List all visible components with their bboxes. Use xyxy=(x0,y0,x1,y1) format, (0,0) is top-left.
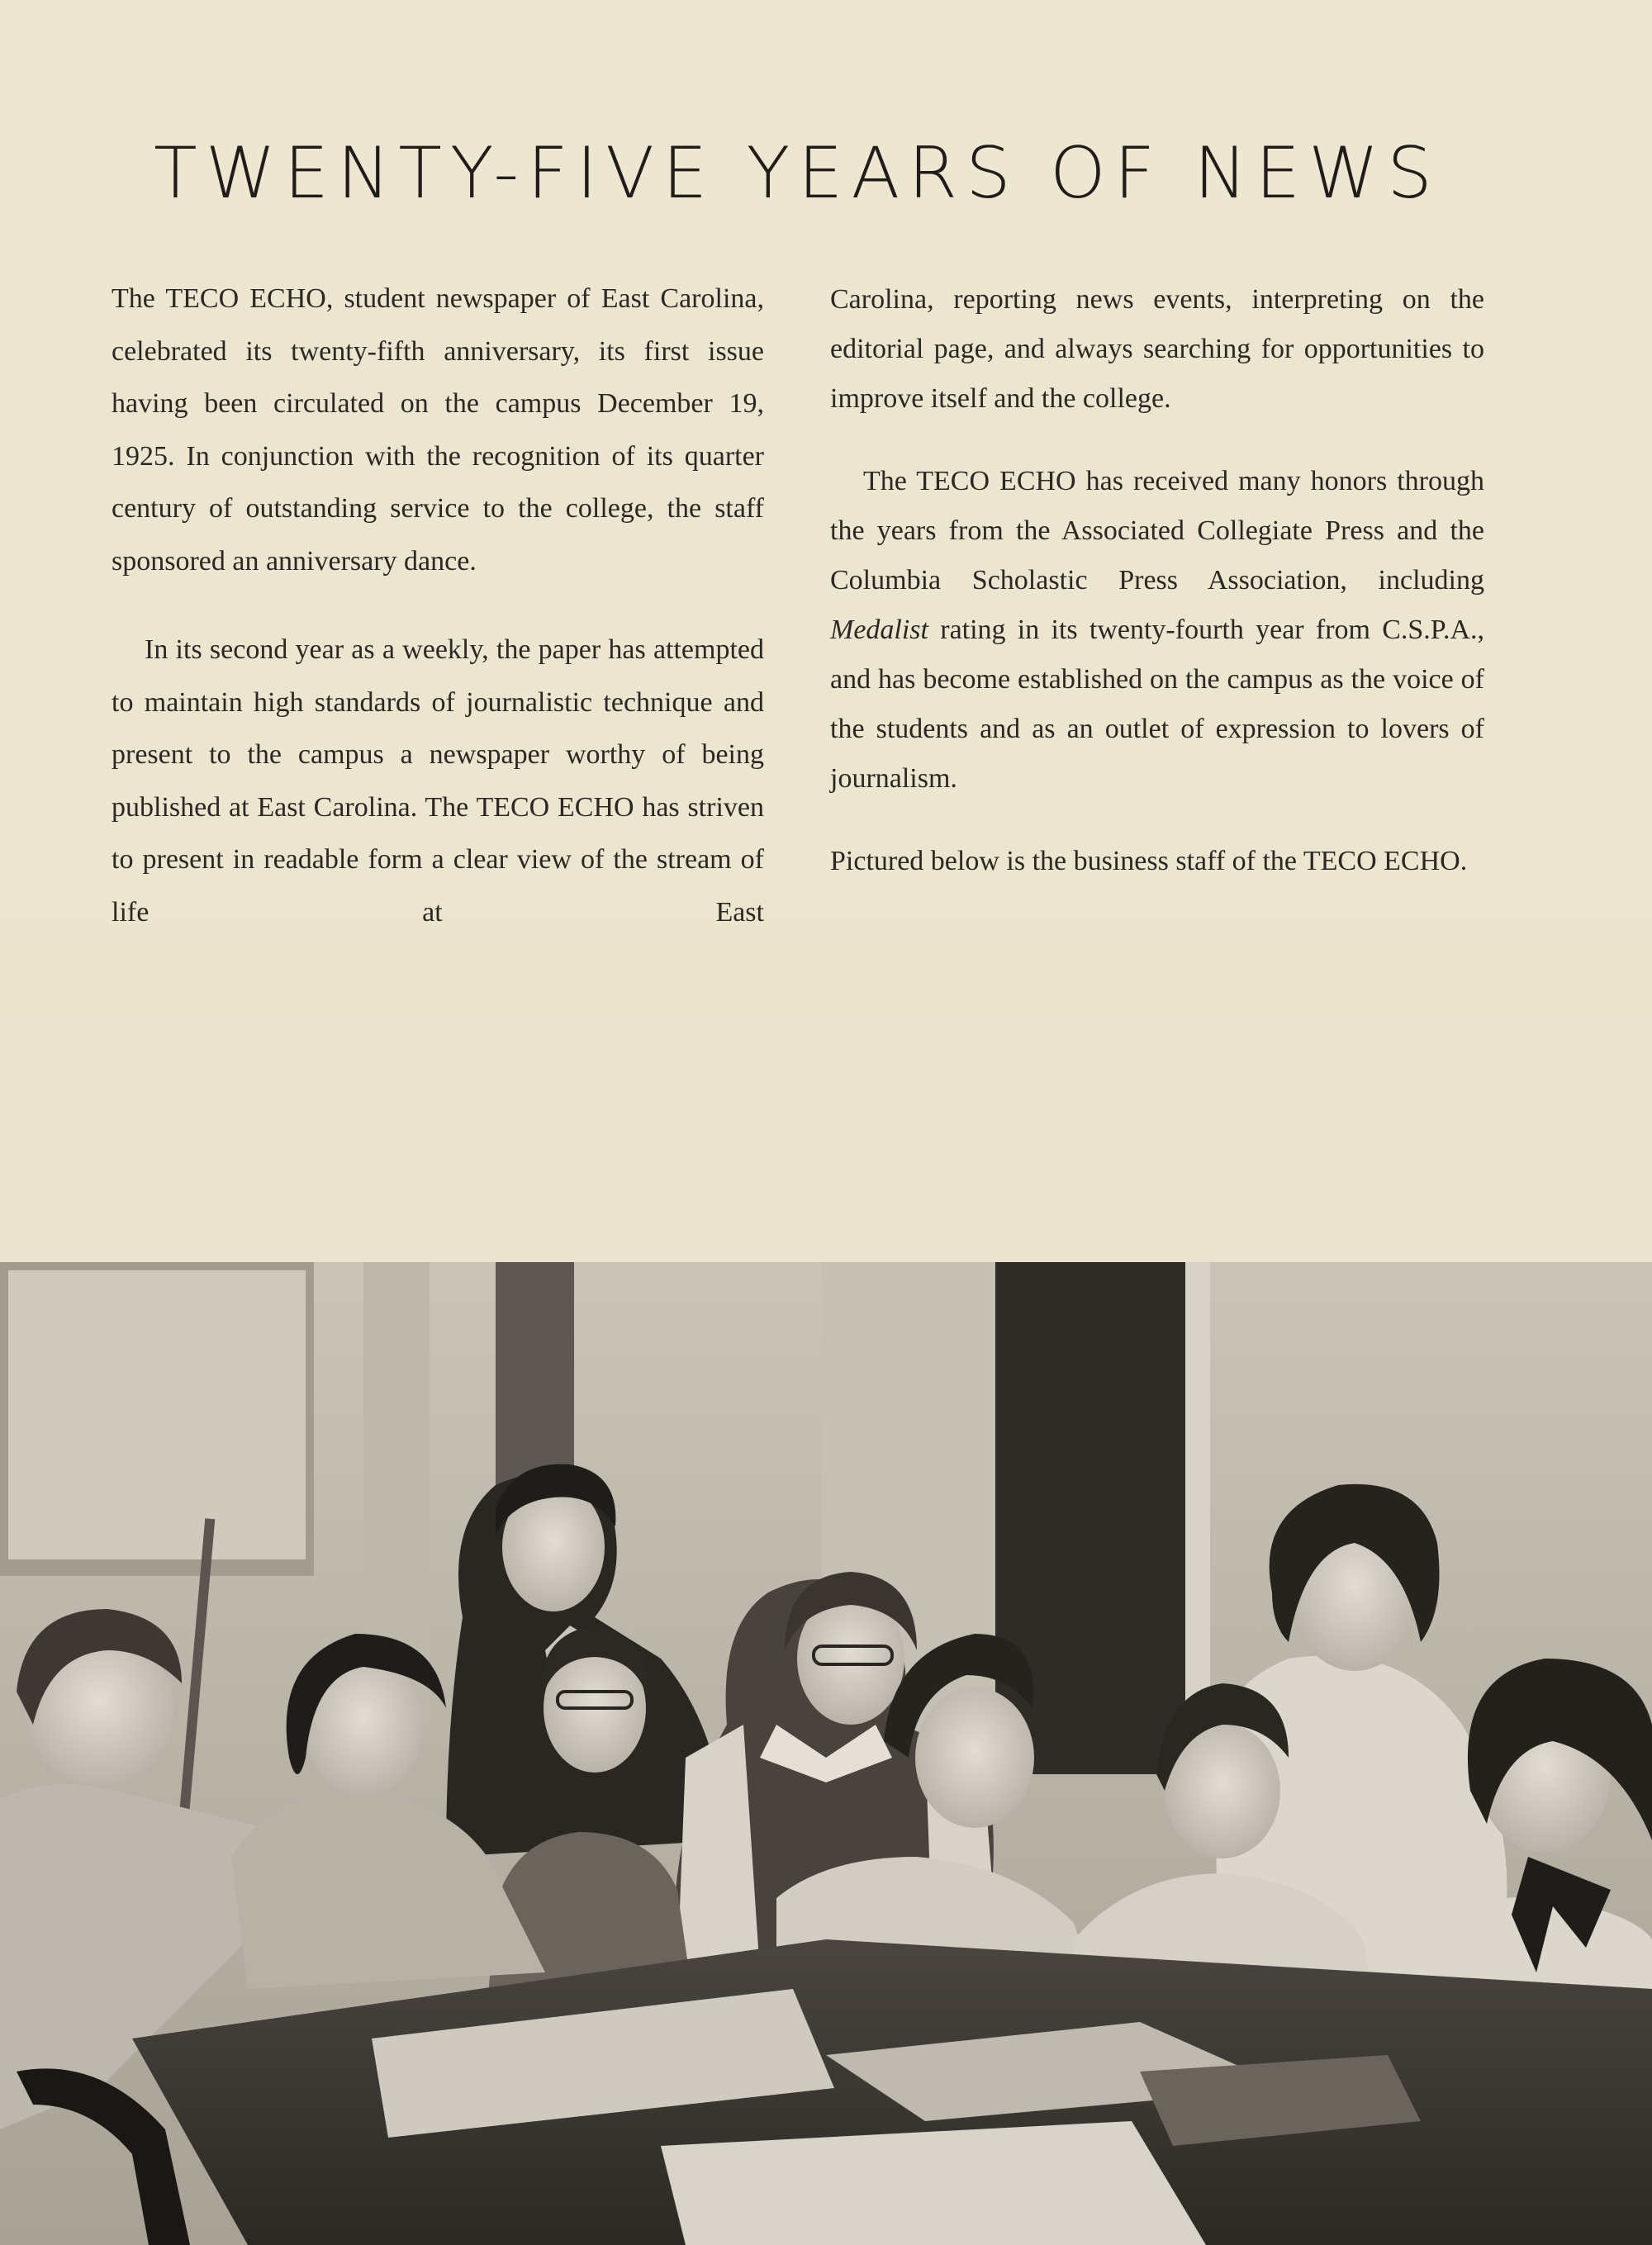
right-paragraph-2-end: rating in its twenty-fourth year from C.S.P.A., and has become established on the campus as the voice of the students and as an outlet of expression to lovers of journalism. xyxy=(830,615,1484,794)
photo-illustration xyxy=(0,1262,1652,2245)
left-paragraph-2: In its second year as a weekly, the paper has attempted to maintain high standards of journalistic technique and present to the campus a newspaper worthy of being published at East Carolina. The TECO ECHO has striven to present in readable form a clear view of the stream of life at East xyxy=(112,634,764,928)
left-text-column xyxy=(112,273,764,938)
right-text-column xyxy=(830,275,1484,886)
right-paragraph-2 xyxy=(830,457,1484,804)
right-paragraph-3: Pictured below is the business staff of the TECO ECHO. xyxy=(830,846,1468,876)
face xyxy=(915,1687,1034,1828)
window-pane xyxy=(8,1270,306,1559)
right-paragraph-2-start: The TECO ECHO has received many honors through the years from the Associated Collegiate Press and the Columbia Scholastic Press Association, including xyxy=(830,466,1484,596)
right-paragraph-1: Carolina, reporting news events, interpreting on the editorial page, and always searching for opportunities to improve itself and the college. xyxy=(830,284,1484,414)
staff-photograph xyxy=(0,1262,1652,2245)
page-title: TWENTY-FIVE YEARS OF NEWS xyxy=(154,132,1441,215)
medalist-italic: Medalist xyxy=(830,615,928,645)
left-paragraph-1: The TECO ECHO, student newspaper of East Carolina, celebrated its twenty-fifth anniversary, its first issue having been circulated on the campus December 19, 1925. In conjunction with the recognition of its quarter century of outstanding service to the college, the staff sponsored an anniversary dance. xyxy=(112,283,764,577)
